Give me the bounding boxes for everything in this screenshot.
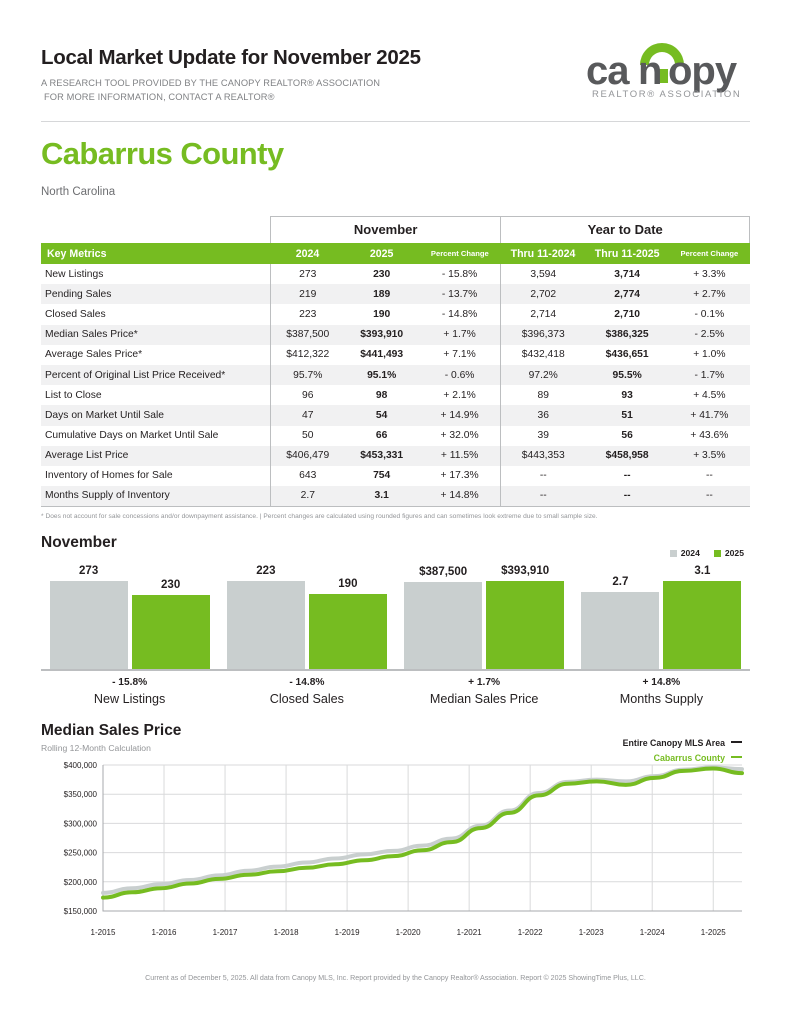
group-header-november: November [270,217,500,244]
table-row [41,345,750,365]
key-metrics-table [41,216,750,507]
bar-column-2025 [309,557,387,669]
column-header-ytd-change: Percent Change [669,243,749,264]
x-axis-tick-label: 1-2015 [90,927,116,937]
cell-nov-change: + 1.7% [419,325,501,345]
cell-nov-2025: $453,331 [345,446,419,466]
cell-nov-2025: $441,493 [360,349,404,361]
svg-text:$400,000: $400,000 [63,760,97,770]
bar-percent-change: - 15.8% [112,676,148,688]
header-text-block [41,46,421,104]
cell-ytd-2025: 95.5% [585,365,669,385]
bar-value-label: 230 [161,578,181,591]
row-metric-label: New Listings [45,268,104,280]
table-row [41,466,750,486]
table-row [41,304,750,324]
region-state: North Carolina [41,186,116,198]
column-header-ytd-2025: Thru 11-2025 [585,243,669,264]
table-row [41,264,750,284]
cell-ytd-2025: -- [623,470,631,482]
cell-nov-change: + 14.8% [419,486,501,506]
bar-percent-change: - 14.8% [289,676,325,688]
cell-ytd-2024: 39 [501,426,585,446]
cell-ytd-2024: $396,373 [501,325,585,345]
row-metric-label: Days on Market Until Sale [41,405,270,425]
bar-chart-category-labels [41,677,750,706]
svg-text:opy: opy [668,49,737,93]
cell-nov-2025: $393,910 [345,325,419,345]
bar-column-2024 [581,557,659,669]
cell-ytd-change: + 4.5% [693,389,726,401]
cell-nov-2025: 98 [375,389,388,401]
page-footer: Current as of December 5, 2025. All data from Canopy MLS, Inc. Report provided by the Canopy Realtor® Association. Report © 2025 ShowingTime Plus, LLC. [145,974,646,982]
cell-nov-2024: 219 [270,284,344,304]
table-row [41,426,750,446]
cell-nov-2024: 95.7% [270,365,344,385]
x-axis-tick-label: 1-2020 [395,927,421,937]
cell-ytd-2025: $458,958 [585,446,669,466]
line-series [103,767,742,893]
bar-category-name: Median Sales Price [429,691,539,706]
cell-ytd-change: + 41.7% [669,405,749,425]
svg-text:ca: ca [586,49,629,93]
svg-text:$200,000: $200,000 [63,877,97,887]
bar-value-label: $387,500 [419,565,468,578]
cell-ytd-change: - 2.5% [669,325,749,345]
x-axis-tick-label: 1-2024 [639,927,665,937]
row-metric-label: Median Sales Price* [41,325,270,345]
row-metric-label: Percent of Original List Price Received* [41,365,270,385]
cell-ytd-2024: 36 [501,405,585,425]
bar-group [573,557,750,669]
bar-percent-change: + 14.8% [642,676,681,688]
column-header-nov-change: Percent Change [419,243,501,264]
bar-percent-change: + 1.7% [468,676,501,688]
cell-ytd-2024: $443,353 [501,446,585,466]
cell-ytd-2024: 2,702 [501,284,585,304]
svg-text:n: n [638,49,662,93]
column-header-nov-2025: 2025 [345,243,419,264]
cell-nov-2024: 273 [270,264,344,284]
subtitle-line-2: FOR MORE INFORMATION, CONTACT A REALTOR® [44,92,275,102]
cell-ytd-2025: 93 [621,389,633,401]
bar-chart-title: November [41,533,117,551]
table-column-header-row [41,243,750,264]
canopy-logo-graphic [580,42,750,104]
bar-2024 [227,581,305,669]
cell-ytd-change: + 2.7% [669,284,749,304]
metrics-table-body [41,264,750,506]
cell-nov-2024: $387,500 [270,325,344,345]
cell-nov-change: + 7.1% [443,349,476,361]
cell-ytd-change: -- [705,470,713,482]
bar-column-2024 [404,557,482,669]
x-axis-tick-label: 1-2019 [334,927,360,937]
table-footnote: * Does not account for sale concessions and/or downpayment assistance. | Percent changes are calculated using rounded figures and can sometimes look extreme due to small sample size. [41,512,598,520]
bar-2025 [663,581,741,669]
cell-ytd-2025: $386,325 [585,325,669,345]
header-subtitle [41,76,421,104]
cell-nov-change: - 13.7% [419,284,501,304]
bar-2024 [404,582,482,669]
cell-nov-2024: 47 [270,405,344,425]
x-axis-tick-label: 1-2023 [578,927,604,937]
table-row [41,284,750,304]
row-metric-label: Cumulative Days on Market Until Sale [45,430,219,442]
row-metric-label: Average List Price [41,446,270,466]
row-metric-label: Inventory of Homes for Sale [45,470,173,482]
bar-value-label: 190 [338,577,358,590]
bar-value-label: 3.1 [694,564,711,577]
bar-category-label [218,677,395,706]
line-chart-x-axis [41,927,750,941]
page-header [41,0,750,104]
svg-text:$150,000: $150,000 [63,906,97,916]
legend-item-mls-area [623,738,742,748]
group-header-spacer [41,217,270,244]
cell-ytd-2025: -- [585,486,669,506]
cell-ytd-change: + 1.0% [693,349,726,361]
legend-label-2024: 2024 [680,547,700,558]
line-chart-title: Median Sales Price [41,721,182,739]
table-row [41,365,750,385]
cell-ytd-change: + 43.6% [690,430,729,442]
cell-nov-change: + 11.5% [419,446,501,466]
bar-chart-bars [41,557,750,669]
cell-nov-2025: 190 [373,308,391,320]
region-name: Cabarrus County [41,136,284,171]
bar-column-2024 [227,557,305,669]
table-row [41,405,750,425]
bar-group [396,557,573,669]
line-chart-plot [41,759,750,927]
legend-swatch-2024 [670,550,677,557]
bar-chart-section [41,534,750,706]
row-metric-label: Closed Sales [45,308,106,320]
cell-nov-2024: $406,479 [270,446,344,466]
bar-value-label: 223 [256,564,276,577]
bar-column-2025 [132,557,210,669]
bar-2025 [486,581,564,669]
bar-column-2025 [486,557,564,669]
cell-nov-2025: 66 [375,430,388,442]
cell-ytd-2025: $436,651 [605,349,649,361]
svg-text:REALTOR® ASSOCIATION: REALTOR® ASSOCIATION [592,89,742,100]
legend-label-2025: 2025 [724,547,744,558]
cell-ytd-2025: 2,710 [614,308,641,320]
cell-ytd-2024: $432,418 [501,345,585,365]
bar-2024 [50,581,128,669]
table-row [41,446,750,466]
legend-dash-county [731,756,742,758]
row-metric-label: Months Supply of Inventory [41,486,270,506]
x-axis-tick-label: 1-2022 [517,927,543,937]
cell-nov-2024: $412,322 [270,345,344,365]
cell-ytd-change: + 3.5% [669,446,749,466]
x-axis-tick-label: 1-2025 [700,927,726,937]
svg-text:$300,000: $300,000 [63,819,97,829]
cell-ytd-2025: 51 [585,405,669,425]
subtitle-line-1: A RESEARCH TOOL PROVIDED BY THE CANOPY REALTOR® ASSOCIATION [41,78,381,88]
cell-nov-change: + 2.1% [443,389,476,401]
legend-label-county: Cabarrus County [653,752,725,763]
column-header-key-metrics: Key Metrics [41,243,270,264]
cell-ytd-2024: -- [501,466,585,486]
cell-ytd-change: - 1.7% [669,365,749,385]
cell-ytd-2024: 89 [501,385,585,405]
bar-chart-baseline [41,669,750,671]
line-chart-subtitle: Rolling 12-Month Calculation [41,742,151,753]
table-row [41,385,750,405]
bar-category-label [41,677,218,706]
cell-nov-2024: 2.7 [270,486,344,506]
column-header-nov-2024: 2024 [270,243,344,264]
cell-nov-2025: 230 [373,268,391,280]
x-axis-tick-label: 1-2016 [151,927,177,937]
line-chart-section [41,722,750,941]
table-group-header-row [41,217,750,244]
bar-category-name: Months Supply [619,691,704,706]
cell-ytd-change: + 3.3% [693,268,726,280]
cell-nov-2025: 95.1% [345,365,419,385]
cell-ytd-2024: 2,714 [501,304,585,324]
row-metric-label: Average Sales Price* [45,349,143,361]
canopy-logo [580,42,750,104]
cell-ytd-2025: 3,714 [614,268,641,280]
x-axis-tick-label: 1-2017 [212,927,238,937]
cell-ytd-2025: 2,774 [585,284,669,304]
cell-ytd-change: - 0.1% [694,308,725,320]
bar-group [218,557,395,669]
cell-nov-change: - 15.8% [441,268,478,280]
cell-nov-2024: 50 [270,426,344,446]
bar-category-label [396,677,573,706]
cell-ytd-change: -- [669,486,749,506]
bar-category-name: New Listings [93,691,166,706]
cell-ytd-2025: 56 [621,430,633,442]
cell-nov-change: + 17.3% [440,470,479,482]
legend-swatch-2025 [714,550,721,557]
bar-column-2024 [50,557,128,669]
cell-nov-change: + 14.9% [419,405,501,425]
header-divider [41,121,750,122]
cell-nov-2025: 754 [373,470,391,482]
group-header-ytd: Year to Date [501,217,750,244]
bar-2025 [132,595,210,669]
legend-label-mls-area: Entire Canopy MLS Area [622,737,725,748]
svg-text:$350,000: $350,000 [63,789,97,799]
page-title: Local Market Update for November 2025 [41,46,421,69]
row-metric-label: List to Close [45,389,102,401]
cell-nov-2025: 54 [345,405,419,425]
cell-nov-2024: 96 [270,385,344,405]
metrics-table-wrap [41,216,750,520]
bar-category-name: Closed Sales [269,691,344,706]
bar-column-2025 [663,557,741,669]
cell-ytd-2024: -- [501,486,585,506]
table-row [41,325,750,345]
cell-nov-change: - 14.8% [441,308,478,320]
cell-nov-2024: 643 [270,466,344,486]
cell-ytd-2024: 3,594 [501,264,585,284]
bar-value-label: 273 [79,564,99,577]
bar-value-label: 2.7 [612,575,629,588]
cell-nov-2024: 223 [270,304,344,324]
bar-2025 [309,594,387,669]
svg-text:$250,000: $250,000 [63,848,97,858]
bar-2024 [581,592,659,669]
table-row [41,486,750,506]
bar-category-label [573,677,750,706]
legend-dash-mls-area [731,741,742,743]
row-metric-label: Pending Sales [41,284,270,304]
cell-nov-change: + 32.0% [440,430,479,442]
cell-ytd-2024: 97.2% [501,365,585,385]
bar-value-label: $393,910 [501,564,550,577]
line-chart-svg [41,759,750,927]
column-header-ytd-2024: Thru 11-2024 [501,243,585,264]
cell-nov-change: - 0.6% [419,365,501,385]
cell-nov-2025: 189 [345,284,419,304]
cell-nov-2025: 3.1 [345,486,419,506]
bar-group [41,557,218,669]
x-axis-tick-label: 1-2021 [456,927,482,937]
x-axis-tick-label: 1-2018 [273,927,299,937]
